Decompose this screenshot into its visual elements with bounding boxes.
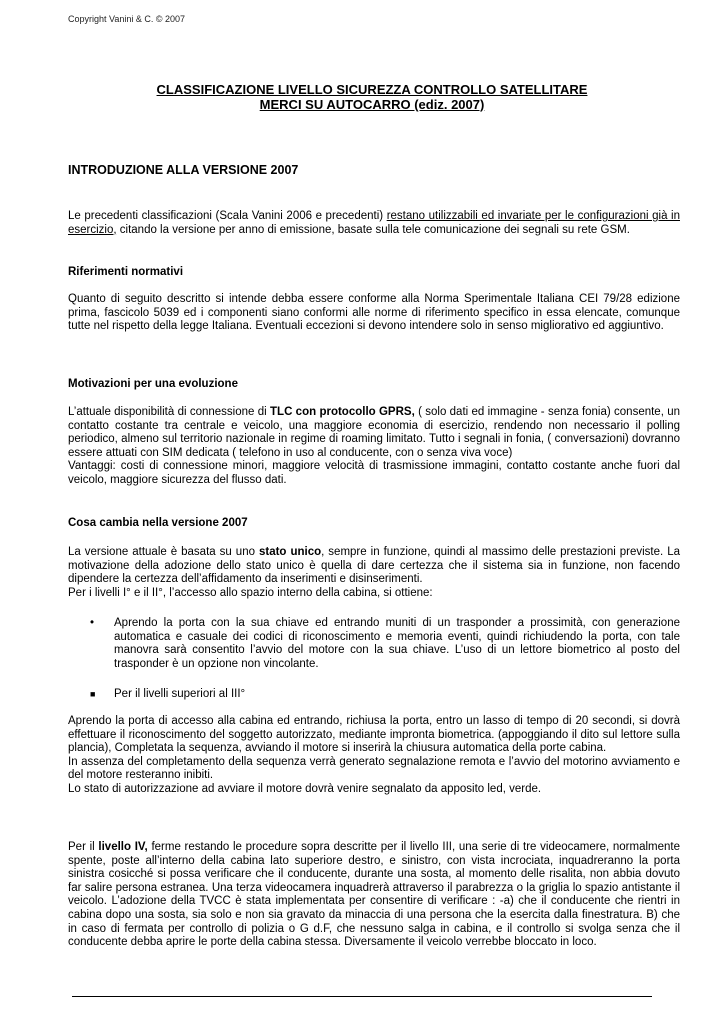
bullet2-text: Per il livelli superiori al III° — [114, 688, 246, 700]
motivazioni-text-bold: TLC con protocollo GPRS, — [270, 406, 415, 418]
intro-text-underlined: restano utilizzabili ed invariate per le configurazioni già in esercizio, — [68, 210, 680, 236]
livello4-text-a: Per il — [68, 841, 99, 853]
motivazioni-text-a: L’attuale disponibilità di connessione di — [68, 406, 271, 418]
riferimenti-heading: Riferimenti normativi — [68, 266, 184, 278]
document-title-line-1: CLASSIFICAZIONE LIVELLO SICUREZZA CONTROLLO SATELLITARE — [156, 82, 588, 97]
cosa-cambia-paragraph — [68, 546, 680, 600]
cosa-cambia-heading: Cosa cambia nella versione 2007 — [68, 517, 248, 529]
livello4-paragraph — [68, 841, 680, 950]
riferimenti-text: Quanto di seguito descritto si intende debba essere conforme alla Norma Sperimentale Italiana CEI 79/28 edizione prima, fascicolo 5039 ed i componenti siano conformi alle norme di riferimento specifico in essa elencate, comunque tutte nel rispetto della legge Italiana. Eventuali eccezioni si devono intendere solo in senso migliorativo ed aggiuntivo. — [68, 293, 680, 333]
cosa-cambia-p4: In assenza del completamento della sequenza verrà generato segnalazione remota e l’avvio del motorino avviamento e del motore resteranno inibiti. — [68, 755, 680, 782]
livello4-text-bold: livello IV, — [98, 841, 148, 853]
bullet-dot-icon: • — [90, 617, 95, 629]
document-title-line-2: MERCI SU AUTOCARRO (ediz. 2007) — [259, 97, 485, 112]
motivazioni-paragraph — [68, 406, 680, 488]
bullet-list-1 — [68, 617, 680, 671]
bullet-list-2 — [68, 688, 680, 702]
cosa-cambia-text-b: , sempre in funzione, quindi al massimo delle prestazioni previste. La motivazione della adozione dello stato unico è quella di dare certezza che il sistema sia in funzione, non facendo dipendere la certezza dell’affidamento da inserimenti e disinserimenti. — [68, 546, 680, 586]
riferimenti-paragraph — [68, 293, 680, 334]
intro-paragraph — [68, 210, 680, 237]
vantaggi-text: Vantaggi: costi di connessione minori, maggiore velocità di trasmissione immagini, contatto costante anche fuori dal veicolo, maggiore sicurezza del flusso dati. — [68, 460, 680, 486]
intro-text-a: Le precedenti classificazioni (Scala Vanini 2006 e precedenti) — [68, 210, 387, 222]
motivazioni-text-b: ( solo dati ed immagine - senza fonia) consente, un contatto costante tra centrale e veicolo, una maggiore economia di esercizio, rendendo non necessario il polling periodico, almeno sul territorio nazionale in regime di roaming limitato. Tutto i segnali in fonia, ( conversazioni) dovranno essere attuati con SIM dedicata ( telefono in uso al conducente, con o senza viva voce) — [68, 406, 681, 459]
cosa-cambia-p3: Aprendo la porta di accesso alla cabina ed entrando, richiusa la porta, entro un lasso di tempo di 20 secondi, si dovrà effettuare il riconoscimento del soggetto autorizzato, mediante impronta biometrica. (appoggiando il dito sul lettore sulla plancia), Completata la sequenza, avviando il motore si inserirà la chiusura automatica della porte cabina. — [68, 715, 680, 755]
intro-heading: INTRODUZIONE ALLA VERSIONE 2007 — [68, 163, 299, 177]
cosa-cambia-text-a: La versione attuale è basata su uno — [68, 546, 259, 558]
cosa-cambia-text-bold: stato unico — [258, 546, 322, 558]
list-item — [68, 617, 680, 671]
footer-rule — [72, 996, 652, 997]
livello4-text-b: ferme restando le procedure sopra descritte per il livello III, una serie di tre videocamere, normalmente spente, poste all’interno della cabina lato superiore destro, e sinistro, con vista incrociata, inquadreranno la porta sinistra cosicché si possa verificare che il conducente, durante una sosta, al momento delle risalita, non abbia dovuto far salire persona estranea. Una terza videocamera inquadrerà attraverso il parabrezza o la griglia lo spazio antistante il veicolo. L’adozione della TVCC è stata implementata per consentire di verificare : -a) che il conducente che rientri in cabina dopo una sosta, sia solo e non sia gravato da minaccia di una persona che la esercita dalla finestratura. B) che in caso di fermata per controllo di polizia o G d.F, che nessuno salga in cabina, e il controllo si svolga senza che il conducente debba aprire le porte della cabina stessa. Diversamente il veicolo verrebbe bloccato in loco. — [68, 841, 681, 949]
bullet-square-icon: ■ — [90, 689, 96, 699]
bullet1-text: Aprendo la porta con la sua chiave ed entrando muniti di un trasponder a prossimità, con generazione automatica e casuale dei codici di riconoscimento e memoria eventi, quindi richiudendo la porta, con tale manovra sarà consentito l’avvio del motore con la sua chiave. L’uso di un lettore biometrico al posto del trasponder è un opzione non vincolante. — [114, 617, 680, 670]
list-item — [68, 688, 680, 702]
cosa-cambia-p5: Lo stato di autorizzazione ad avviare il motore dovrà venire segnalato da apposito led, verde. — [68, 782, 542, 795]
motivazioni-heading: Motivazioni per una evoluzione — [68, 378, 238, 390]
intro-text-b: citando la versione per anno di emissione, basate sulla tele comunicazione dei segnali su rete GSM. — [116, 223, 630, 236]
cosa-cambia-p2: Per i livelli I° e il II°, l’accesso allo spazio interno della cabina, si ottiene: — [68, 586, 433, 599]
copyright-notice: Copyright Vanini & C. © 2007 — [68, 14, 186, 24]
livello3-paragraphs — [68, 715, 680, 797]
